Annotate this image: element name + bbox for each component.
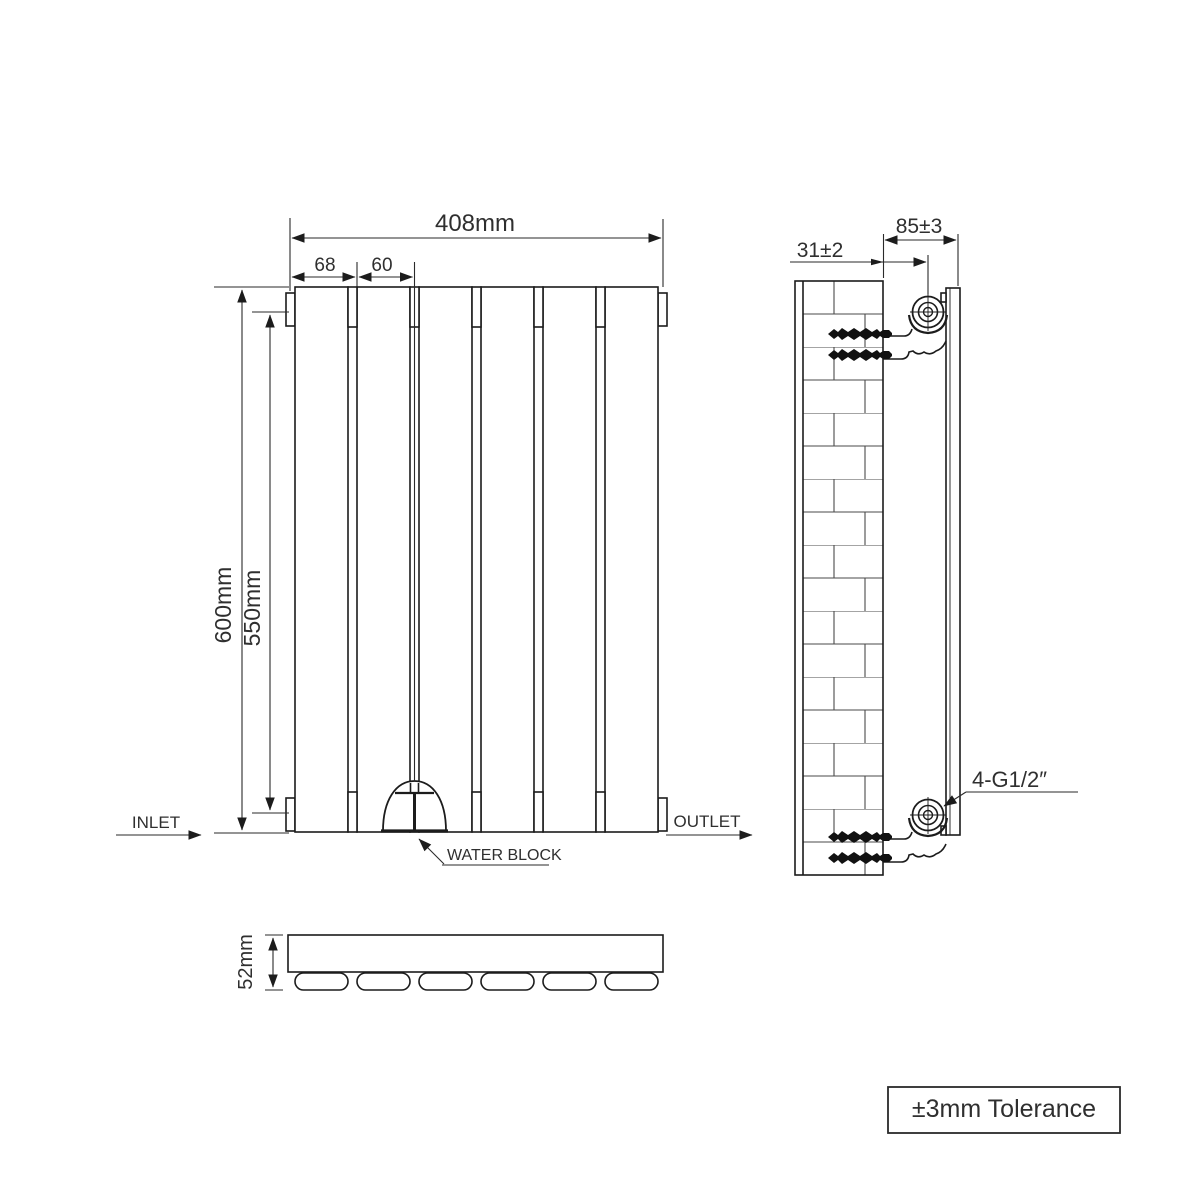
bottom-connector — [534, 792, 543, 832]
mount-lug-top-right — [658, 293, 667, 326]
side-view — [790, 215, 1078, 875]
bottom-connector — [596, 792, 605, 832]
bottom-connector — [472, 792, 481, 832]
outlet-label: OUTLET — [673, 812, 741, 831]
height-dimension-label: 600mm — [210, 566, 236, 644]
inlet-label: INLET — [131, 813, 181, 832]
front-view — [286, 287, 667, 832]
mount-lug-top-left — [286, 293, 295, 326]
thread-label: 4-G1/2″ — [972, 767, 1048, 792]
panel-pitch-label: 60 — [371, 255, 393, 276]
top-connector — [472, 287, 481, 327]
top-connector — [348, 287, 357, 327]
wall-distance-arrowhead — [871, 259, 884, 265]
depth-dimension-label: 52mm — [235, 934, 257, 990]
bottom-connector — [348, 792, 357, 832]
depth-from-wall-label: 85±3 — [895, 215, 943, 238]
side-panel-lug-top — [941, 293, 946, 302]
radiator-panel — [419, 287, 472, 832]
tolerance-note — [888, 1087, 1120, 1133]
top-connector — [596, 287, 605, 327]
radiator-panel — [357, 287, 410, 832]
bottom-view-panel-section — [419, 973, 472, 990]
panel-width-label: 68 — [314, 255, 336, 276]
mount-lug-bottom-left — [286, 798, 295, 831]
radiator-panel — [295, 287, 348, 832]
bottom-view-panel-section — [481, 973, 534, 990]
top-connector — [534, 287, 543, 327]
width-dimension-label: 408mm — [434, 210, 516, 237]
bottom-view-plate — [288, 935, 663, 972]
water-block-leader — [419, 839, 444, 864]
bottom-view-panel-section — [295, 973, 348, 990]
wall-distance-label: 31±2 — [796, 239, 844, 262]
bottom-view — [235, 934, 663, 990]
radiator-panel — [543, 287, 596, 832]
radiator-panel — [605, 287, 658, 832]
brick-wall-pattern — [803, 281, 883, 875]
side-panel — [946, 288, 960, 835]
bottom-view-panel-section — [605, 973, 658, 990]
water-block-label: WATER BLOCK — [447, 847, 562, 864]
bottom-view-panel-section — [357, 973, 410, 990]
inner-height-dimension-label: 550mm — [239, 569, 265, 647]
bottom-view-panel-section — [543, 973, 596, 990]
tolerance-label: ±3mm Tolerance — [911, 1095, 1097, 1123]
mount-lug-bottom-right — [658, 798, 667, 831]
radiator-panel — [481, 287, 534, 832]
